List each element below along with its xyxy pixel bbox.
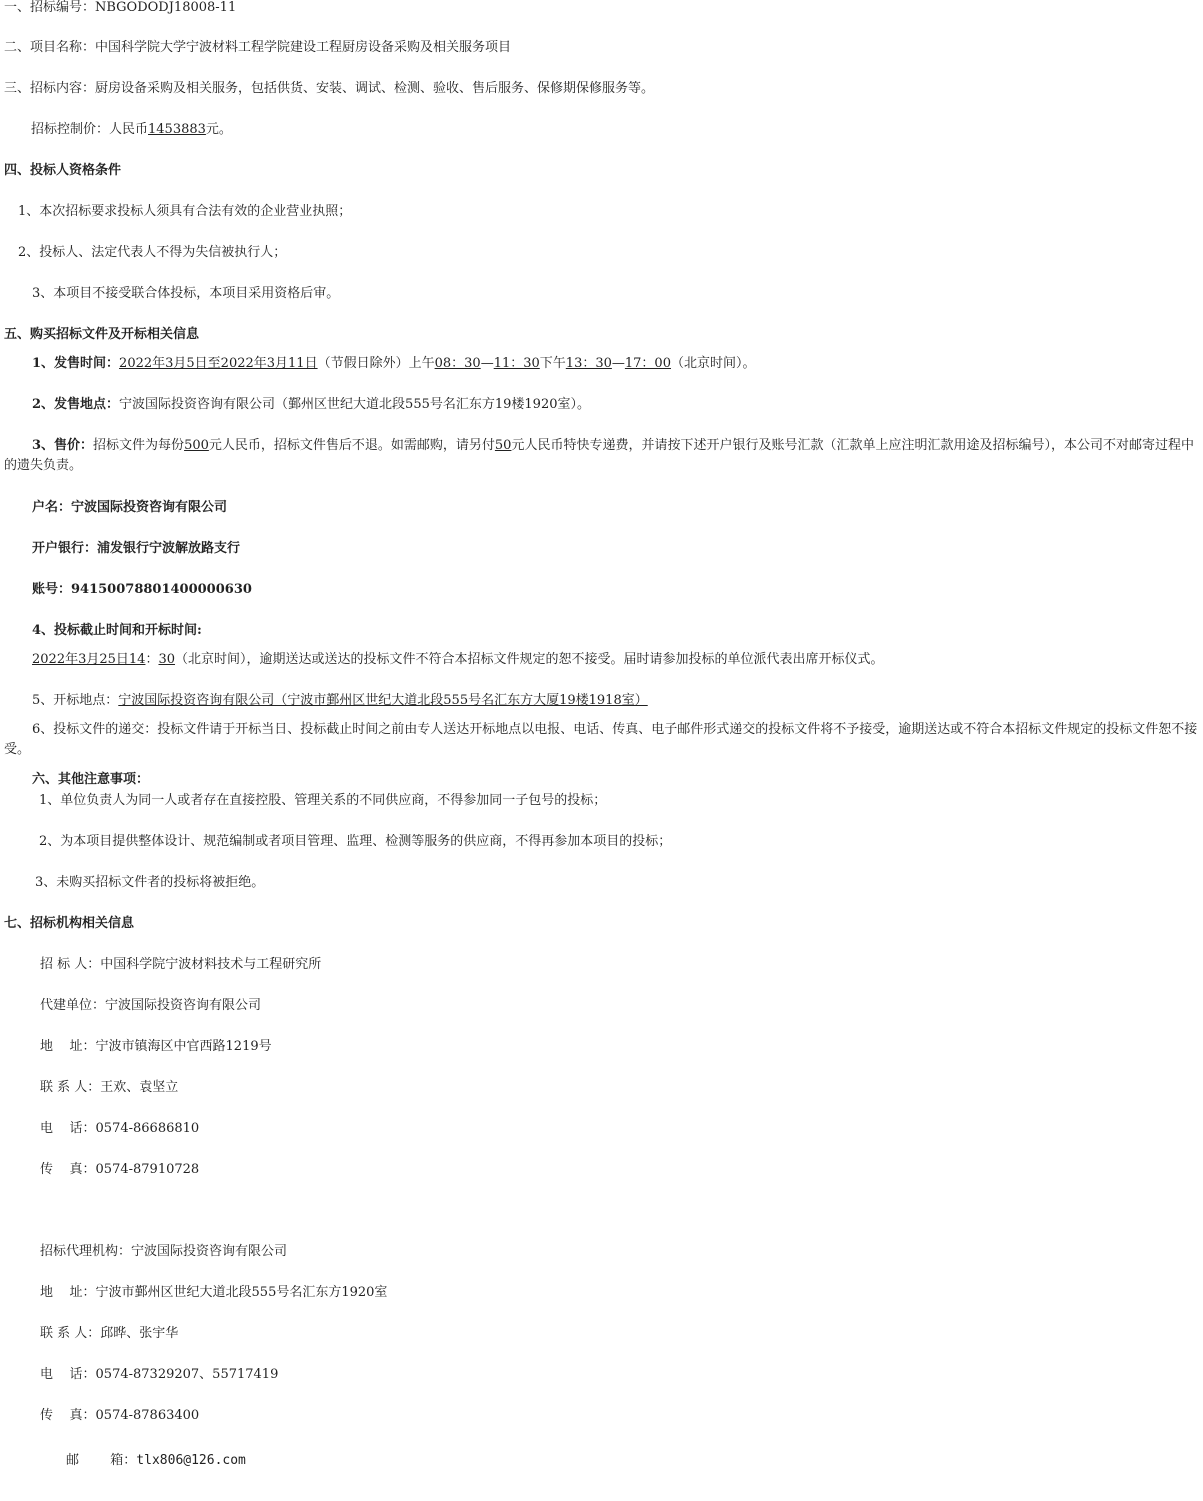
agency-email: 邮 箱：tlx806@126.com	[66, 1453, 246, 1468]
tenderer: 招 标 人：中国科学院宁波材料技术与工程研究所	[40, 957, 322, 972]
tender-agency: 招标代理机构：宁波国际投资咨询有限公司	[40, 1244, 288, 1259]
construction-agent: 代建单位：宁波国际投资咨询有限公司	[40, 998, 262, 1013]
section-4-title: 四、投标人资格条件	[4, 163, 122, 178]
deadline-title: 4、投标截止时间和开标时间:	[32, 623, 202, 638]
deadline-text: 2022年3月25日14：30（北京时间），逾期送达或送达的投标文件不符合本招标文件规定的恕不接受。届时请参加投标的单位派代表出席开标仪式。	[32, 652, 884, 667]
account-number: 账号：94150078801400000630	[32, 582, 252, 597]
submission-rules: 6、投标文件的递交：投标文件请于开标当日、投标截止时间之前由专人送达开标地点以电报、电话、传真、电子邮件形式递交的投标文件将不予接受，逾期送达或不符合本招标文件规定的投标文件恕不接受。	[4, 722, 1198, 757]
sale-time: 1、发售时间：2022年3月5日至2022年3月11日（节假日除外）上午08：30—11：30下午13：30—17：00（北京时间）。	[32, 356, 756, 371]
note-2: 2、为本项目提供整体设计、规范编制或者项目管理、监理、检测等服务的供应商，不得再参加本项目的投标；	[39, 834, 672, 849]
tenderer-fax: 传 真：0574-87910728	[40, 1162, 200, 1177]
bank-name: 开户银行：浦发银行宁波解放路支行	[32, 541, 241, 556]
tenderer-phone: 电 话：0574-86686810	[40, 1121, 200, 1136]
section-7-title: 七、招标机构相关信息	[4, 916, 135, 931]
agency-phone: 电 话：0574-87329207、55717419	[40, 1367, 279, 1382]
section-5-title: 五、购买招标文件及开标相关信息	[4, 327, 200, 342]
tender-number: 一、招标编号：NBGODODJ18008-11	[4, 0, 237, 15]
note-1: 1、单位负责人为同一人或者存在直接控股、管理关系的不同供应商，不得参加同一子包号的投标；	[39, 793, 607, 808]
agency-contact: 联 系 人：邱晔、张宇华	[40, 1326, 179, 1341]
qualification-3: 3、本项目不接受联合体投标，本项目采用资格后审。	[32, 286, 340, 301]
tenderer-address: 地 址：宁波市镇海区中官西路1219号	[40, 1039, 272, 1054]
note-3: 3、未购买招标文件者的投标将被拒绝。	[35, 875, 265, 890]
qualification-2: 2、投标人、法定代表人不得为失信被执行人；	[18, 245, 287, 260]
agency-address: 地 址：宁波市鄞州区世纪大道北段555号名汇东方1920室	[40, 1285, 388, 1300]
tender-content: 三、招标内容：厨房设备采购及相关服务，包括供货、安装、调试、检测、验收、售后服务、保修期保修服务等。	[4, 81, 655, 96]
control-price: 招标控制价：人民币1453883元。	[31, 122, 232, 137]
sale-price: 3、售价：招标文件为每份500元人民币，招标文件售后不退。如需邮购，请另付50元人民币特快专递费，并请按下述开户银行及账号汇款（汇款单上应注明汇款用途及招标编号），本公司不对邮寄过程中的遗失负责。	[4, 438, 1194, 473]
project-name: 二、项目名称：中国科学院大学宁波材料工程学院建设工程厨房设备采购及相关服务项目	[4, 40, 512, 55]
account-name: 户名：宁波国际投资咨询有限公司	[32, 500, 228, 515]
section-6-title: 六、其他注意事项：	[32, 772, 150, 787]
opening-place: 5、开标地点：宁波国际投资咨询有限公司（宁波市鄞州区世纪大道北段555号名汇东方大厦19楼1918室）	[32, 693, 648, 708]
qualification-1: 1、本次招标要求投标人须具有合法有效的企业营业执照；	[18, 204, 352, 219]
agency-fax: 传 真：0574-87863400	[40, 1408, 200, 1423]
control-price-value: 1453883	[148, 122, 206, 137]
sale-place: 2、发售地点：宁波国际投资咨询有限公司（鄞州区世纪大道北段555号名汇东方19楼1920室）。	[32, 397, 590, 412]
tenderer-contact: 联 系 人：王欢、袁坚立	[40, 1080, 179, 1095]
